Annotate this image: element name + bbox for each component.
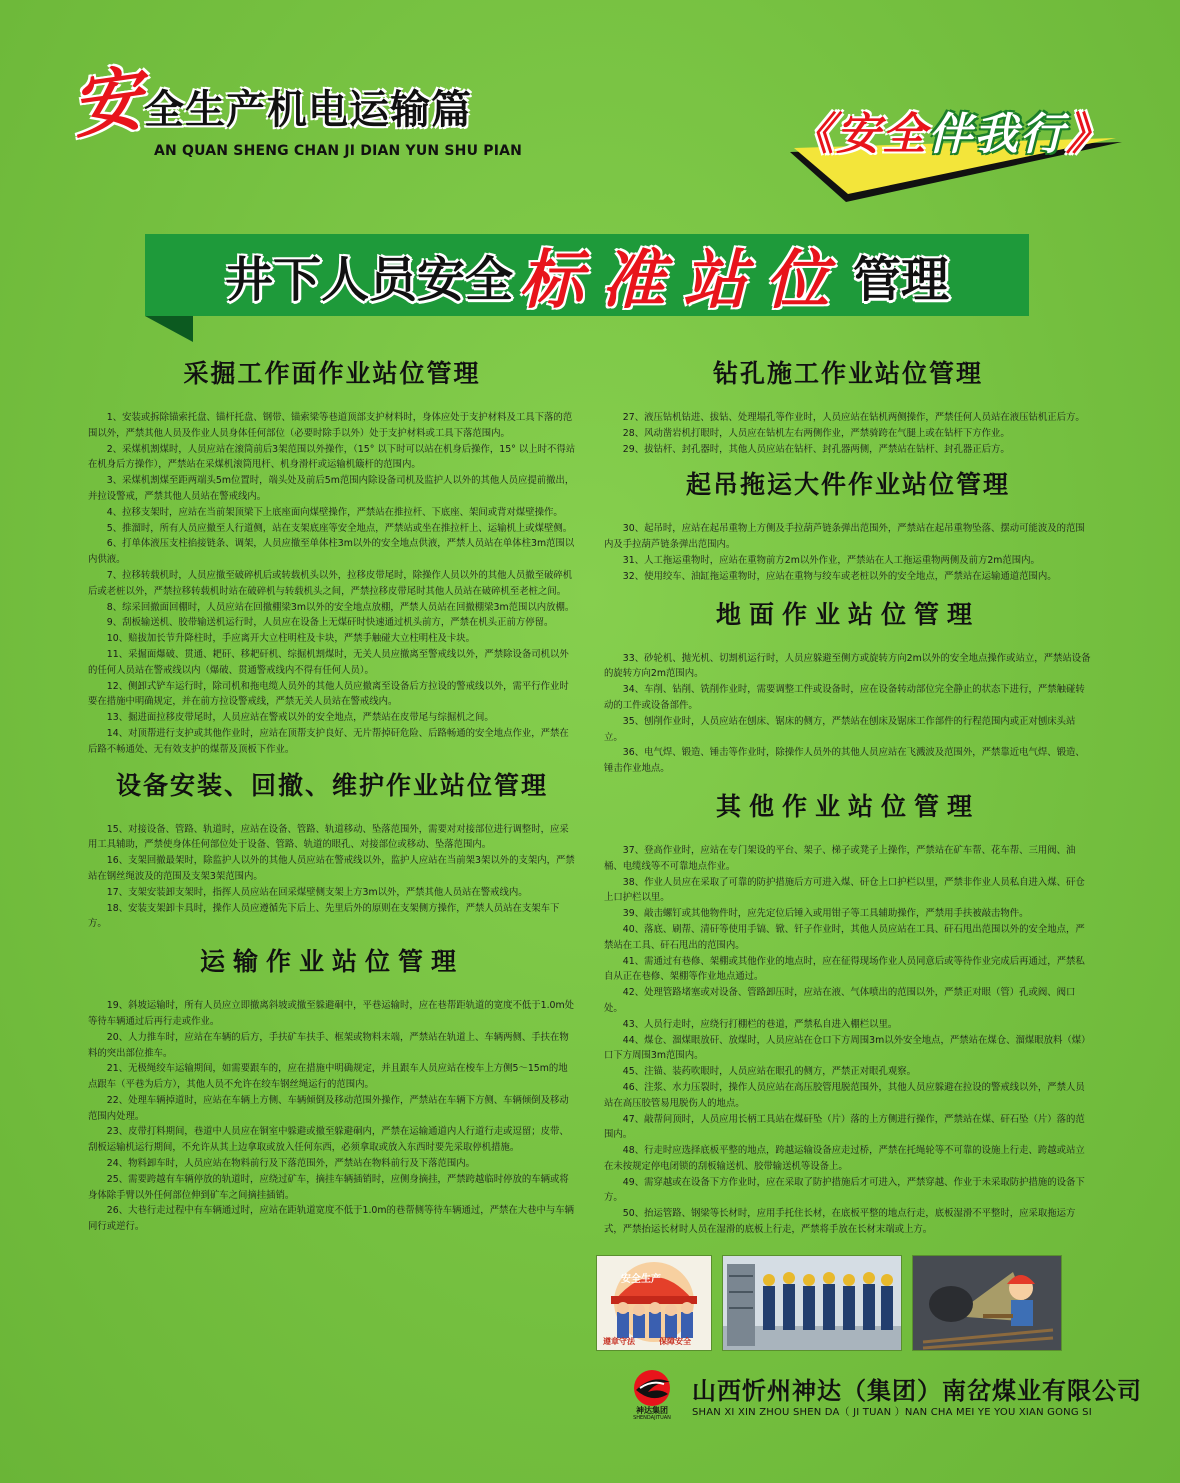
rule-item: 22、处理车辆掉道时，应站在车辆上方侧、车辆倾倒及移动范围外操作，严禁站在车辆下方侧、车辆倾倒及移动范围内处理。 — [88, 1094, 569, 1122]
rule-item: 48、行走时应选择底板平整的地点，跨越运输设备应走过桥，严禁在托绳轮等不可靠的设施上行走、跨越或站立在未按规定停电闭锁的刮板输送机、胶带输送机等设备上。 — [604, 1145, 1085, 1172]
rule-item: 44、煤仓、溜煤眼放矸、放煤时，人员应站在仓口下方周围3m以外安全地点，严禁站在煤仓、溜煤眼放料（煤）口下方周围3m范围内。 — [604, 1034, 1091, 1062]
slogan-text — [790, 98, 1112, 162]
rule-item: 20、人力推车时，应站在车辆的后方，手扶矿车扶手、框架或物料末端，严禁站在轨道上、车辆两侧、手扶在物料的突出部位推车。 — [88, 1031, 569, 1059]
rule-item: 46、注浆、水力压裂时，操作人员应站在高压胶管甩脱范围外，其他人员应躲避在拉设的警戒线以外，严禁人员站在高压胶管易甩脱伤人的地点。 — [604, 1081, 1085, 1109]
rule-item: 32、使用绞车、油缸拖运重物时，应站在重物与绞车或老桩以外的安全地点，严禁站在运输通道范围内。 — [622, 570, 1057, 582]
rule-item: 45、注锚、装药吹眼时，人员应站在眼孔的侧方，严禁正对眼孔观察。 — [622, 1066, 916, 1078]
banner-part3: 管理 — [853, 251, 950, 308]
rule-item: 43、人员行走时，应绕行打棚栏的巷道，严禁私自进入棚栏以里。 — [622, 1018, 898, 1030]
section-title: 起吊拖运大件作业站位管理 — [685, 470, 1010, 500]
photo-badge: 安全生产 — [621, 1274, 661, 1285]
rule-item: 7、拉移转载机时，人员应撤至破碎机后或转载机头以外，拉移皮带尾时，除操作人员以外的其他人员撤至破碎机后或老桩以外，严禁拉移转载机时站在破碎机与转载机头之间，严禁拉移皮带尾时其他人员站在破碎机至老桩之间。 — [88, 569, 573, 597]
banner-fold-shape — [145, 316, 193, 342]
rule-item: 13、掘进面拉移皮带尾时，人员应站在警戒以外的安全地点，严禁站在皮带尾与综掘机之间。 — [106, 712, 494, 724]
rule-item: 17、支架安装卸支架时，指挥人员应站在回采煤壁侧支架上方3m以外，严禁其他人员站在警戒线内。 — [106, 886, 528, 898]
photo-caption-right: 保障安全 — [659, 1337, 691, 1346]
section-title: 运输作业站位管理 — [199, 947, 464, 977]
rule-item: 39、敲击螺钉或其他物件时，应先定位后锤入或用钳子等工具辅助操作，严禁用手扶被敲击物件。 — [622, 908, 1029, 920]
rule-item: 33、砂轮机、抛光机、切割机运行时，人员应躲避至侧方或旋转方向2m以外的安全地点操作或站立，严禁站设备的旋转方向2m范围内。 — [604, 652, 1091, 680]
company-footer — [626, 1365, 1142, 1425]
section-ground — [604, 599, 1092, 777]
rule-item: 34、车削、钻削、铣削作业时，需要调整工件或设备时，应在设备转动部位完全静止的状态下进行，严禁触碰转动的工件或设备部件。 — [604, 684, 1085, 711]
header-title — [66, 56, 472, 149]
section-lifting — [604, 469, 1092, 584]
rule-item: 42、处理管路堵塞或对设备、管路卸压时，应站在液、气体喷出的范围以外，严禁正对眼（管）孔或阀、阀口处。 — [604, 987, 1076, 1014]
section-title: 采掘工作面作业站位管理 — [183, 359, 481, 388]
rule-item: 5、推溜时，所有人员应撤至人行道侧，站在支架底座等安全地点，严禁站或坐在推拉杆上、运输机上或煤壁侧。 — [106, 522, 573, 534]
section-title: 设备安装、回撤、维护作业站位管理 — [115, 770, 548, 800]
section-title: 钻孔施工作业站位管理 — [712, 359, 983, 388]
rule-item: 16、支架回撤最架时，除监护人以外的其他人员应站在警戒线以外，监护人应站在当前架3架以外的支架内，严禁站在钢丝绳波及的范围及支架3架范围内。 — [88, 855, 575, 882]
photo-workers-lineup — [722, 1255, 902, 1351]
rule-item: 6、打单体液压支柱掐接链条、调架，人员应撤至单体柱3m以外的安全地点供液，严禁人员站在单体柱3m范围以内供液。 — [88, 538, 575, 566]
slogan-open-bracket: 《 — [790, 109, 836, 160]
header-title-rest: 全生产机电运输篇 — [144, 87, 472, 133]
banner-title — [145, 234, 1029, 316]
miner-cartoon-illustration-icon — [913, 1256, 1061, 1350]
main-banner — [145, 234, 1029, 316]
right-column — [604, 358, 1092, 1238]
rule-item: 14、对顶帮进行支护或其他作业时，应站在顶帮支护良好、无片帮掉矸危险、后路畅通的安全地点作业，严禁在后路不畅通处、无有效支护的煤帮及顶板下作业。 — [88, 727, 569, 755]
rule-item: 37、登高作业时，应站在专门架设的平台、架子、梯子或凳子上操作，严禁站在矿车帮、花车帮、三用阀、油桶、电缆线等不可靠地点作业。 — [604, 844, 1076, 872]
section-drilling — [604, 358, 1092, 457]
logo-label: 神达集团 — [636, 1406, 668, 1415]
section-title: 地面作业站位管理 — [715, 599, 980, 629]
photo-strip — [596, 1255, 1062, 1351]
section-other — [604, 791, 1092, 1238]
rule-item: 2、采煤机割煤时，人员应站在滚筒前后3架范围以外操作，（15° 以下时可以站在机身后操作，15° 以上时不得站在机身后方操作），严禁站在采煤机滚筒甩杆、机身滑杆或运输机簸杆的范围内。 — [88, 443, 576, 471]
slogan-close-bracket: 》 — [1066, 109, 1112, 160]
photo-caption-left: 遵章守法 — [603, 1337, 635, 1346]
rule-item: 28、风动凿岩机打眼时，人员应在钻机左右两侧作业，严禁骑跨在气腿上或在钻杆下方作业。 — [622, 427, 1010, 439]
rule-item: 29、拔钻杆、封孔器时，其他人员应站在钻杆、封孔器两侧，严禁站在钻杆、封孔器正后方。 — [622, 443, 1010, 455]
section-transport — [88, 946, 576, 1235]
section-excavation — [88, 358, 576, 758]
rule-item: 10、赔拔加长节升降柱时，手应离开大立柱明柱及卡块，严禁手触碰大立柱明柱及卡块。 — [106, 633, 475, 645]
slogan-red: 安全 — [836, 109, 928, 160]
company-pinyin: SHAN XI XIN ZHOU SHEN DA（ JI TUAN ）NAN CHA MEI YE YOU XIAN GONG SI — [692, 1407, 1092, 1418]
section-title: 其他作业站位管理 — [715, 791, 980, 821]
banner-part2: 标准站位 — [519, 243, 847, 318]
rule-item: 38、作业人员应在采取了可靠的防护措施后方可进入煤、矸仓上口护栏以里，严禁非作业人员私自进入煤、矸仓上口护栏以里。 — [604, 876, 1085, 904]
logo-pinyin: SHENDAJITUAN — [633, 1415, 671, 1421]
rule-item: 11、采掘面爆破、贯通、耙矸、移耙矸机、综掘机割煤时，无关人员应撤离至警戒线以外，严禁除设备司机以外的任何人员站在警戒线以内（爆破、贯通警戒线内不得有任何人员）。 — [88, 648, 569, 676]
rule-item: 23、皮带打料期间，巷道中人员应在铜室中躲避或撤至躲避硐内，严禁在运输通道内人行道行走或逗留；皮带、刮板运输机运行期间，不允许从其上边拿取或放入任何东西，必须拿取或放入东西时要先采取停机措施。 — [88, 1126, 569, 1154]
company-name: 山西忻州神达（集团）南岔煤业有限公司 — [692, 1377, 1142, 1405]
rule-item: 31、人工拖运重物时，应站在重物前方2m以外作业，严禁站在人工拖运重物两侧及前方2m范围内。 — [622, 554, 1040, 566]
rule-item: 1、安装或拆除锚索托盘、锚杆托盘、钢带、锚索梁等巷道顶部支护材料时，身体应处于支护材料及工具下落的范围以外，严禁其他人员及作业人员身体任何部位（必要时除手以外）处于支护材料或工具下落范围内。 — [88, 412, 573, 439]
rule-item: 12、侧卸式铲车运行时，除司机和拖电缆人员外的其他人员应撤离至设备后方拉设的警戒线以外，需平行作业时要在措施中明确规定，并在前方拉设警戒线，严禁无关人员站在警戒线内。 — [88, 680, 569, 708]
rule-item: 3、采煤机割煤至距两端头5m位置时，端头处及前后5m范围内除设备司机及监护人以外的其他人员应提前撤出，并拉设警戒，严禁其他人员站在警戒线内。 — [88, 475, 575, 502]
photo-miner-cartoon — [912, 1255, 1062, 1351]
left-column — [88, 358, 576, 1235]
rule-item: 21、无极绳绞车运输期间，如需要跟车的，应在措施中明确规定，并且跟车人员应站在梭车上方侧5～15m的地点跟车（平巷为后方），其他人员不允许在绞车钢丝绳运行的范围内。 — [88, 1063, 568, 1091]
rule-item: 9、刮板输送机、胶带输送机运行时，人员应在设备上无煤矸时快速通过机头前方，严禁在机头正前方停留。 — [106, 617, 554, 629]
rule-item: 40、落底、刷帮、清矸等使用手镐、锨、钎子作业时，其他人员应站在工具、矸石甩出范围以外的安全地点，严禁站在工具、矸石甩出的范围内。 — [604, 923, 1085, 951]
rule-item: 19、斜坡运输时，所有人员应立即撤离斜坡或撤至躲避硐中，平巷运输时，应在巷帮距轨道的宽度不低于1.0m处等待车辆通过后再行走或作业。 — [88, 1000, 575, 1027]
banner-part1: 井下人员安全 — [224, 251, 513, 308]
workers-lineup-illustration-icon — [723, 1256, 901, 1350]
rule-item: 47、敲帮问顶时，人员应用长柄工具站在煤矸坠（片）落的上方侧进行操作，严禁站在煤、矸石坠（片）落的范围内。 — [604, 1113, 1085, 1141]
rule-item: 24、物料卸车时，人员应站在物料前行及下落范围外，严禁站在物料前行及下落范围内。 — [106, 1158, 475, 1170]
rule-item: 50、抬运管路、钢梁等长材时，应用手托住长材，在底板平整的地点行走，底板湿滑不平整时，应采取拖运方式，严禁抬运长材时人员在湿滑的底板上行走，严禁将手放在长材末端或上方。 — [604, 1208, 1076, 1236]
rule-item: 36、电气焊、锻造、锤击等作业时，除操作人员外的其他人员应站在飞溅波及范围外，严禁靠近电气焊、锻造、锤击作业地点。 — [604, 747, 1085, 775]
rule-item: 18、安装支架卸卡具时，操作人员应遵循先下后上、先里后外的原则在支架侧方操作，严禁人员站在支架车下方。 — [88, 902, 560, 930]
rule-item: 30、起吊时，应站在起吊重物上方侧及手拉葫芦链条弹出范围外，严禁站在起吊重物坠落、摆动可能波及的范围内及手拉葫芦链条弹出范围内。 — [604, 523, 1085, 551]
header-title-first-char: 安 — [66, 56, 148, 149]
section-equipment — [88, 770, 576, 933]
photo-safety-helmet — [596, 1255, 712, 1351]
rule-item: 41、需通过有巷修、架棚或其他作业的地点时，应在征得现场作业人员同意后或等待作业完成后再通过，严禁私自从正在巷修、架棚等作业地点通过。 — [604, 955, 1085, 983]
rule-item: 15、对接设备、管路、轨道时，应站在设备、管路、轨道移动、坠落范围外，需要对对接部位进行调整时，应采用工具辅助，严禁使身体任何部位处于设备、管路、轨道的眼孔、对接部位或移动、坠落范围内。 — [88, 823, 569, 851]
rule-item: 49、需穿越或在设备下方作业时，应在采取了防护措施后才可进入，严禁穿越、作业于未采取防护措施的设备下方。 — [604, 1176, 1085, 1204]
slogan-white: 伴我行 — [928, 109, 1066, 160]
header-pinyin: AN QUAN SHENG CHAN JI DIAN YUN SHU PIAN — [154, 143, 523, 159]
rule-item: 26、大巷行走过程中有车辆通过时，应站在距轨道宽度不低于1.0m的巷帮侧等待车辆通过，严禁在大巷中与车辆同行或逆行。 — [88, 1205, 575, 1233]
rule-item: 25、需要跨越有车辆停放的轨道时，应绕过矿车，摘挂车辆插销时，应侧身摘挂，严禁跨越临时停放的车辆或将身体除手臂以外任何部位伸到矿车之间摘挂插销。 — [88, 1173, 569, 1201]
rule-item: 4、拉移支架时，应站在当前架顶梁下上底座面向煤壁操作，严禁站在推拉杆、下底座、架间或背对煤壁操作。 — [106, 506, 563, 518]
rule-item: 8、综采回撤面回棚时，人员应站在回撤棚梁3m以外的安全地点放棚，严禁人员站在回撤棚梁3m范围以内放棚。 — [106, 601, 575, 613]
slogan-badge — [750, 90, 1130, 210]
rule-item: 27、液压钻机钻进、拔钻、处理塌孔等作业时，人员应站在钻机两侧操作，严禁任何人员站在液压钻机正后方。 — [622, 412, 1085, 423]
rule-item: 35、刨削作业时，人员应站在刨床、锯床的侧方，严禁站在刨床及锯床工作部件的行程范围内或正对刨床头站立。 — [604, 715, 1076, 743]
